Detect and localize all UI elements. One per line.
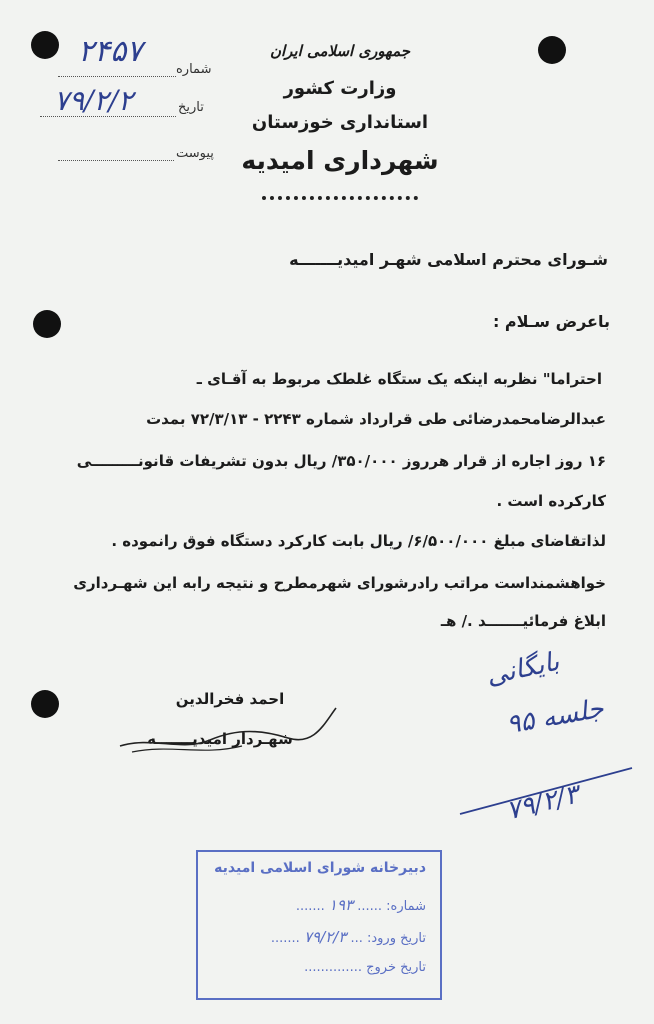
signatory-name: احمد فخرالدین [175, 690, 285, 708]
body-line-2: عبدالرضامحمدرضائی طی قرارداد شماره ۲۲۴۳ - ۷۲/۳/۱۳ بمدت [146, 410, 606, 428]
number-label: شماره [176, 62, 212, 77]
stamp-entry-label: تاریخ ورود: [366, 931, 426, 946]
attachment-line [58, 160, 174, 161]
stamp-number-row [296, 896, 426, 914]
signatory-title: شهـردار امیدیـــــــه [147, 730, 293, 748]
header-republic: جمهوری اسلامی ایران [269, 42, 411, 60]
body-line-5: لذاتقاضای مبلغ ۶/۵۰۰/۰۰۰/ ریال بابت کارکرد دستگاه فوق رانموده . [111, 532, 606, 550]
stamp-number-dots-end: ....... [295, 899, 325, 914]
number-line [58, 76, 176, 77]
header-municipality: شهرداری امیدیه [241, 146, 439, 175]
number-value: ۲۴۵۷ [78, 34, 143, 69]
date-label: تاریخ [178, 100, 204, 115]
body-line-6: خواهشمنداست مراتب رادرشورای شهرمطرح و نتیجه رابه این شهـرداری [73, 574, 606, 592]
recipient-line: شـورای محترم اسلامی شهـر امیدیـــــــه [289, 250, 608, 269]
body-line-1: احتراما" نظربه اینکه یک ستگاه غلطک مربوط به آقـای ـ [196, 370, 602, 388]
stamp-entry-dots: ... [350, 931, 363, 946]
header-ministry: وزارت کشور [283, 78, 397, 99]
stamp-entry-dots-end: ....... [270, 931, 300, 946]
punch-hole-top-left [31, 31, 59, 59]
note-line-2: جلسه ۹۵ [504, 693, 606, 741]
stamp-exit-row [304, 960, 426, 975]
header-province: استانداری خوزستان [251, 112, 429, 133]
stamp-title: دبیرخانه شورای اسلامی امیدیه [214, 860, 426, 876]
body-line-4: کارکرده است . [496, 492, 606, 510]
stamp-number-label: شماره: [386, 899, 426, 914]
stamp-number-dots: ...... [357, 899, 383, 914]
greeting-line: باعرض سـلام : [492, 312, 610, 331]
body-line-7: ابلاغ فرمائیـــــــد ./ هـ [440, 612, 606, 630]
stamp-entry-value: ۷۹/۲/۳ [303, 928, 347, 946]
stamp-number-value: ۱۹۳ [328, 896, 354, 914]
punch-hole-top-right [538, 36, 566, 64]
body-line-3: ۱۶ روز اجاره از قرار هرروز ۳۵۰/۰۰۰/ ریال بدون تشریفات قانونـــــــــی [76, 452, 606, 470]
note-date: ۷۹/۲/۳ [503, 779, 582, 827]
secretariat-stamp [196, 850, 442, 1000]
stamp-entry-row [271, 928, 426, 946]
date-value: ۷۹/۲/۲ [54, 84, 134, 117]
note-line-1: بایگانی [483, 646, 562, 692]
stamp-exit-label: تاریخ خروج [366, 960, 426, 975]
punch-hole-middle-left [33, 310, 61, 338]
signature-scribble [112, 700, 342, 760]
punch-hole-lower-left [31, 690, 59, 718]
attachment-label: پیوست [176, 146, 214, 161]
header-divider [262, 196, 418, 200]
stamp-exit-dots: .............. [304, 960, 362, 975]
